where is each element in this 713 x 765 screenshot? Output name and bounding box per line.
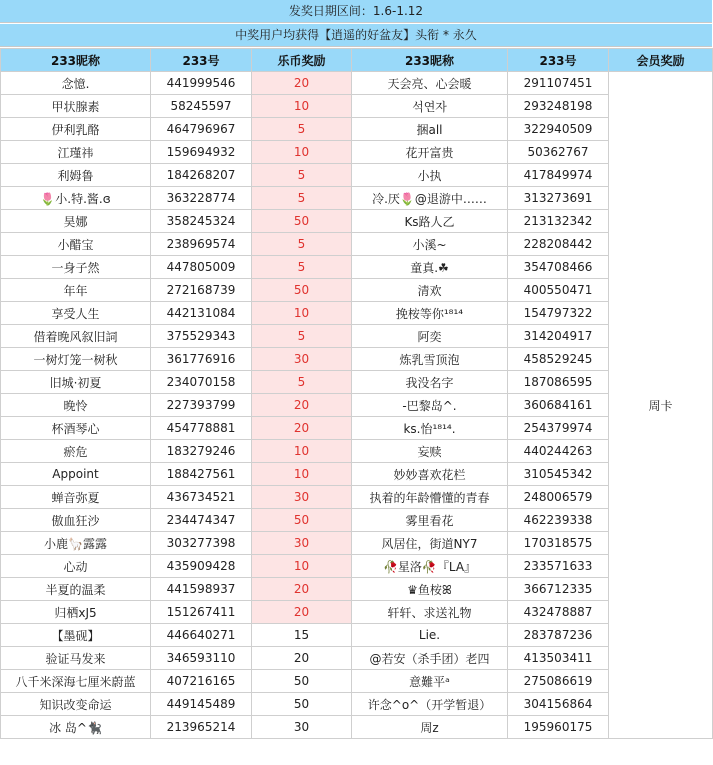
nick-cell: 利姆鲁	[1, 164, 151, 187]
header-row	[1, 49, 713, 72]
nick-cell-2: ks.怡¹⁸¹⁴.	[352, 417, 508, 440]
id-cell-2: 283787236	[508, 624, 609, 647]
coin-cell: 20	[252, 578, 352, 601]
nick-cell-2: ♛鱼桉ꕤ	[352, 578, 508, 601]
coin-cell: 5	[252, 325, 352, 348]
nick-cell-2: 炼乳雪顶泡	[352, 348, 508, 371]
table-row	[1, 233, 713, 256]
table-row	[1, 325, 713, 348]
nick-cell: 甲状腺素	[1, 95, 151, 118]
nick-cell: 验证马发来	[1, 647, 151, 670]
id-cell: 159694932	[151, 141, 252, 164]
id-cell: 436734521	[151, 486, 252, 509]
nick-cell-2: 小溪~	[352, 233, 508, 256]
nick-cell-2: 冷.厌🌷@退游中……	[352, 187, 508, 210]
nick-cell-2: 妙妙喜欢花栏	[352, 463, 508, 486]
id-cell-2: 254379974	[508, 417, 609, 440]
nick-cell-2: @若安（杀手团）老四	[352, 647, 508, 670]
coin-cell: 5	[252, 187, 352, 210]
nick-cell: 八千米深海七厘米蔚蓝	[1, 670, 151, 693]
coin-cell: 50	[252, 670, 352, 693]
nick-cell-2: 周z	[352, 716, 508, 739]
nick-cell-2: 雾里看花	[352, 509, 508, 532]
nick-cell: Appoint	[1, 463, 151, 486]
id-cell-2: 417849974	[508, 164, 609, 187]
col-header-nick-2: 233昵称	[352, 49, 508, 72]
table-row	[1, 532, 713, 555]
table-row	[1, 394, 713, 417]
id-cell-2: 366712335	[508, 578, 609, 601]
id-cell: 213965214	[151, 716, 252, 739]
coin-cell: 30	[252, 532, 352, 555]
coin-cell: 10	[252, 555, 352, 578]
table-row	[1, 486, 713, 509]
table-row	[1, 555, 713, 578]
id-cell-2: 313273691	[508, 187, 609, 210]
id-cell: 435909428	[151, 555, 252, 578]
id-cell: 234070158	[151, 371, 252, 394]
coin-cell: 50	[252, 210, 352, 233]
nick-cell-2: 阿奕	[352, 325, 508, 348]
id-cell: 358245324	[151, 210, 252, 233]
id-cell-2: 248006579	[508, 486, 609, 509]
nick-cell-2: 童真.☘	[352, 256, 508, 279]
col-header-id: 233号	[151, 49, 252, 72]
coin-cell: 50	[252, 693, 352, 716]
coin-cell: 5	[252, 233, 352, 256]
coin-cell: 5	[252, 256, 352, 279]
id-cell-2: 154797322	[508, 302, 609, 325]
table-row	[1, 693, 713, 716]
id-cell-2: 170318575	[508, 532, 609, 555]
nick-cell: 伊利乳酪	[1, 118, 151, 141]
nick-cell: 借着晚风叙旧詞	[1, 325, 151, 348]
period-banner: 发奖日期区间：1.6-1.12	[0, 0, 712, 23]
id-cell: 454778881	[151, 417, 252, 440]
id-cell-2: 293248198	[508, 95, 609, 118]
nick-cell-2: 轩轩、求送礼物	[352, 601, 508, 624]
id-cell-2: 440244263	[508, 440, 609, 463]
table-row	[1, 279, 713, 302]
coin-cell: 30	[252, 716, 352, 739]
nick-cell: 享受人生	[1, 302, 151, 325]
id-cell: 184268207	[151, 164, 252, 187]
coin-cell: 20	[252, 601, 352, 624]
col-header-coin: 乐币奖励	[252, 49, 352, 72]
nick-cell-2: -巴黎岛^.	[352, 394, 508, 417]
nick-cell-2: 清欢	[352, 279, 508, 302]
nick-cell: 旧城·初夏	[1, 371, 151, 394]
id-cell: 447805009	[151, 256, 252, 279]
coin-cell: 50	[252, 509, 352, 532]
coin-cell: 15	[252, 624, 352, 647]
nick-cell-2: 妄赎	[352, 440, 508, 463]
nick-cell-2: Lie.	[352, 624, 508, 647]
coin-cell: 10	[252, 95, 352, 118]
table-row	[1, 187, 713, 210]
nick-cell: 小鹿🦙露露	[1, 532, 151, 555]
nick-cell-2: Ks路人乙	[352, 210, 508, 233]
id-cell: 375529343	[151, 325, 252, 348]
nick-cell-2: 许念^o^（开学暂退）	[352, 693, 508, 716]
table-row	[1, 670, 713, 693]
nick-cell-2: 执着的年龄懵懂的青春	[352, 486, 508, 509]
id-cell: 407216165	[151, 670, 252, 693]
id-cell: 188427561	[151, 463, 252, 486]
col-header-nick: 233昵称	[1, 49, 151, 72]
nick-cell-2: 天会亮、心会暖	[352, 72, 508, 95]
nick-cell: 半夏的温柔	[1, 578, 151, 601]
id-cell: 183279246	[151, 440, 252, 463]
nick-cell-2: 挽桉等你¹⁸¹⁴	[352, 302, 508, 325]
nick-cell: 杯酒琴心	[1, 417, 151, 440]
id-cell: 303277398	[151, 532, 252, 555]
col-header-member: 会员奖励	[609, 49, 713, 72]
coin-cell: 20	[252, 647, 352, 670]
coin-cell: 30	[252, 486, 352, 509]
nick-cell-2: 我没名字	[352, 371, 508, 394]
table-row	[1, 601, 713, 624]
table-row	[1, 164, 713, 187]
coin-cell: 50	[252, 279, 352, 302]
id-cell-2: 462239338	[508, 509, 609, 532]
coin-cell: 10	[252, 302, 352, 325]
id-cell: 346593110	[151, 647, 252, 670]
table-row	[1, 141, 713, 164]
nick-cell: 江瑾祎	[1, 141, 151, 164]
nick-cell-2: 意難平ᵃ	[352, 670, 508, 693]
id-cell-2: 213132342	[508, 210, 609, 233]
id-cell: 272168739	[151, 279, 252, 302]
id-cell: 441999546	[151, 72, 252, 95]
id-cell-2: 50362767	[508, 141, 609, 164]
id-cell-2: 310545342	[508, 463, 609, 486]
nick-cell: 冰 岛^🐈‍⬛	[1, 716, 151, 739]
id-cell: 234474347	[151, 509, 252, 532]
id-cell-2: 322940509	[508, 118, 609, 141]
table-row	[1, 647, 713, 670]
table-row	[1, 440, 713, 463]
coin-cell: 10	[252, 141, 352, 164]
coin-cell: 20	[252, 417, 352, 440]
coin-cell: 5	[252, 371, 352, 394]
coin-cell: 10	[252, 463, 352, 486]
nick-cell: 一身子然	[1, 256, 151, 279]
coin-cell: 20	[252, 72, 352, 95]
nick-cell-2: 小执	[352, 164, 508, 187]
id-cell-2: 187086595	[508, 371, 609, 394]
table-row	[1, 624, 713, 647]
id-cell-2: 400550471	[508, 279, 609, 302]
table-row	[1, 371, 713, 394]
nick-cell-2: 석연자	[352, 95, 508, 118]
nick-cell: 一树灯笼一树秋	[1, 348, 151, 371]
nick-cell: 归栖xJ5	[1, 601, 151, 624]
coin-cell: 20	[252, 394, 352, 417]
id-cell: 441598937	[151, 578, 252, 601]
member-reward-cell: 周卡	[609, 72, 713, 739]
nick-cell-2: 🥀星洛🥀『LA』	[352, 555, 508, 578]
id-cell: 151267411	[151, 601, 252, 624]
id-cell-2: 195960175	[508, 716, 609, 739]
id-cell-2: 275086619	[508, 670, 609, 693]
nick-cell: 🌷小.特.酱.ɞ	[1, 187, 151, 210]
id-cell-2: 233571633	[508, 555, 609, 578]
id-cell: 227393799	[151, 394, 252, 417]
title-subtitle: 中奖用户均获得【逍遥的好盆友】头衔 * 永久	[0, 24, 712, 47]
nick-cell: 【墨砚】	[1, 624, 151, 647]
nick-cell: 念憶.	[1, 72, 151, 95]
id-cell-2: 458529245	[508, 348, 609, 371]
coin-cell: 5	[252, 118, 352, 141]
coin-cell: 10	[252, 440, 352, 463]
nick-cell: 瘀危	[1, 440, 151, 463]
coin-cell: 30	[252, 348, 352, 371]
table-row	[1, 463, 713, 486]
id-cell-2: 228208442	[508, 233, 609, 256]
id-cell-2: 413503411	[508, 647, 609, 670]
nick-cell: 年年	[1, 279, 151, 302]
id-cell-2: 304156864	[508, 693, 609, 716]
id-cell-2: 314204917	[508, 325, 609, 348]
nick-cell-2: 捆all	[352, 118, 508, 141]
table-row	[1, 95, 713, 118]
id-cell: 363228774	[151, 187, 252, 210]
table-row	[1, 256, 713, 279]
nick-cell-2: 风居住，街道NY7	[352, 532, 508, 555]
table-row	[1, 716, 713, 739]
id-cell: 464796967	[151, 118, 252, 141]
table-row	[1, 302, 713, 325]
id-cell-2: 291107451	[508, 72, 609, 95]
nick-cell-2: 花开富贵	[352, 141, 508, 164]
coin-cell: 5	[252, 164, 352, 187]
id-cell: 361776916	[151, 348, 252, 371]
nick-cell: 傲血狂沙	[1, 509, 151, 532]
table-row	[1, 417, 713, 440]
id-cell: 442131084	[151, 302, 252, 325]
id-cell-2: 432478887	[508, 601, 609, 624]
id-cell: 446640271	[151, 624, 252, 647]
col-header-id-2: 233号	[508, 49, 609, 72]
nick-cell: 晚怜	[1, 394, 151, 417]
winners-table	[0, 48, 713, 739]
table-row	[1, 348, 713, 371]
table-row	[1, 118, 713, 141]
id-cell: 238969574	[151, 233, 252, 256]
nick-cell: 小醋宝	[1, 233, 151, 256]
nick-cell: 蝉音弥夏	[1, 486, 151, 509]
nick-cell: 心动	[1, 555, 151, 578]
id-cell-2: 354708466	[508, 256, 609, 279]
table-row	[1, 210, 713, 233]
nick-cell: 昊娜	[1, 210, 151, 233]
table-row	[1, 578, 713, 601]
table-row	[1, 72, 713, 95]
id-cell-2: 360684161	[508, 394, 609, 417]
nick-cell: 知识改变命运	[1, 693, 151, 716]
id-cell: 58245597	[151, 95, 252, 118]
id-cell: 449145489	[151, 693, 252, 716]
table-row	[1, 509, 713, 532]
